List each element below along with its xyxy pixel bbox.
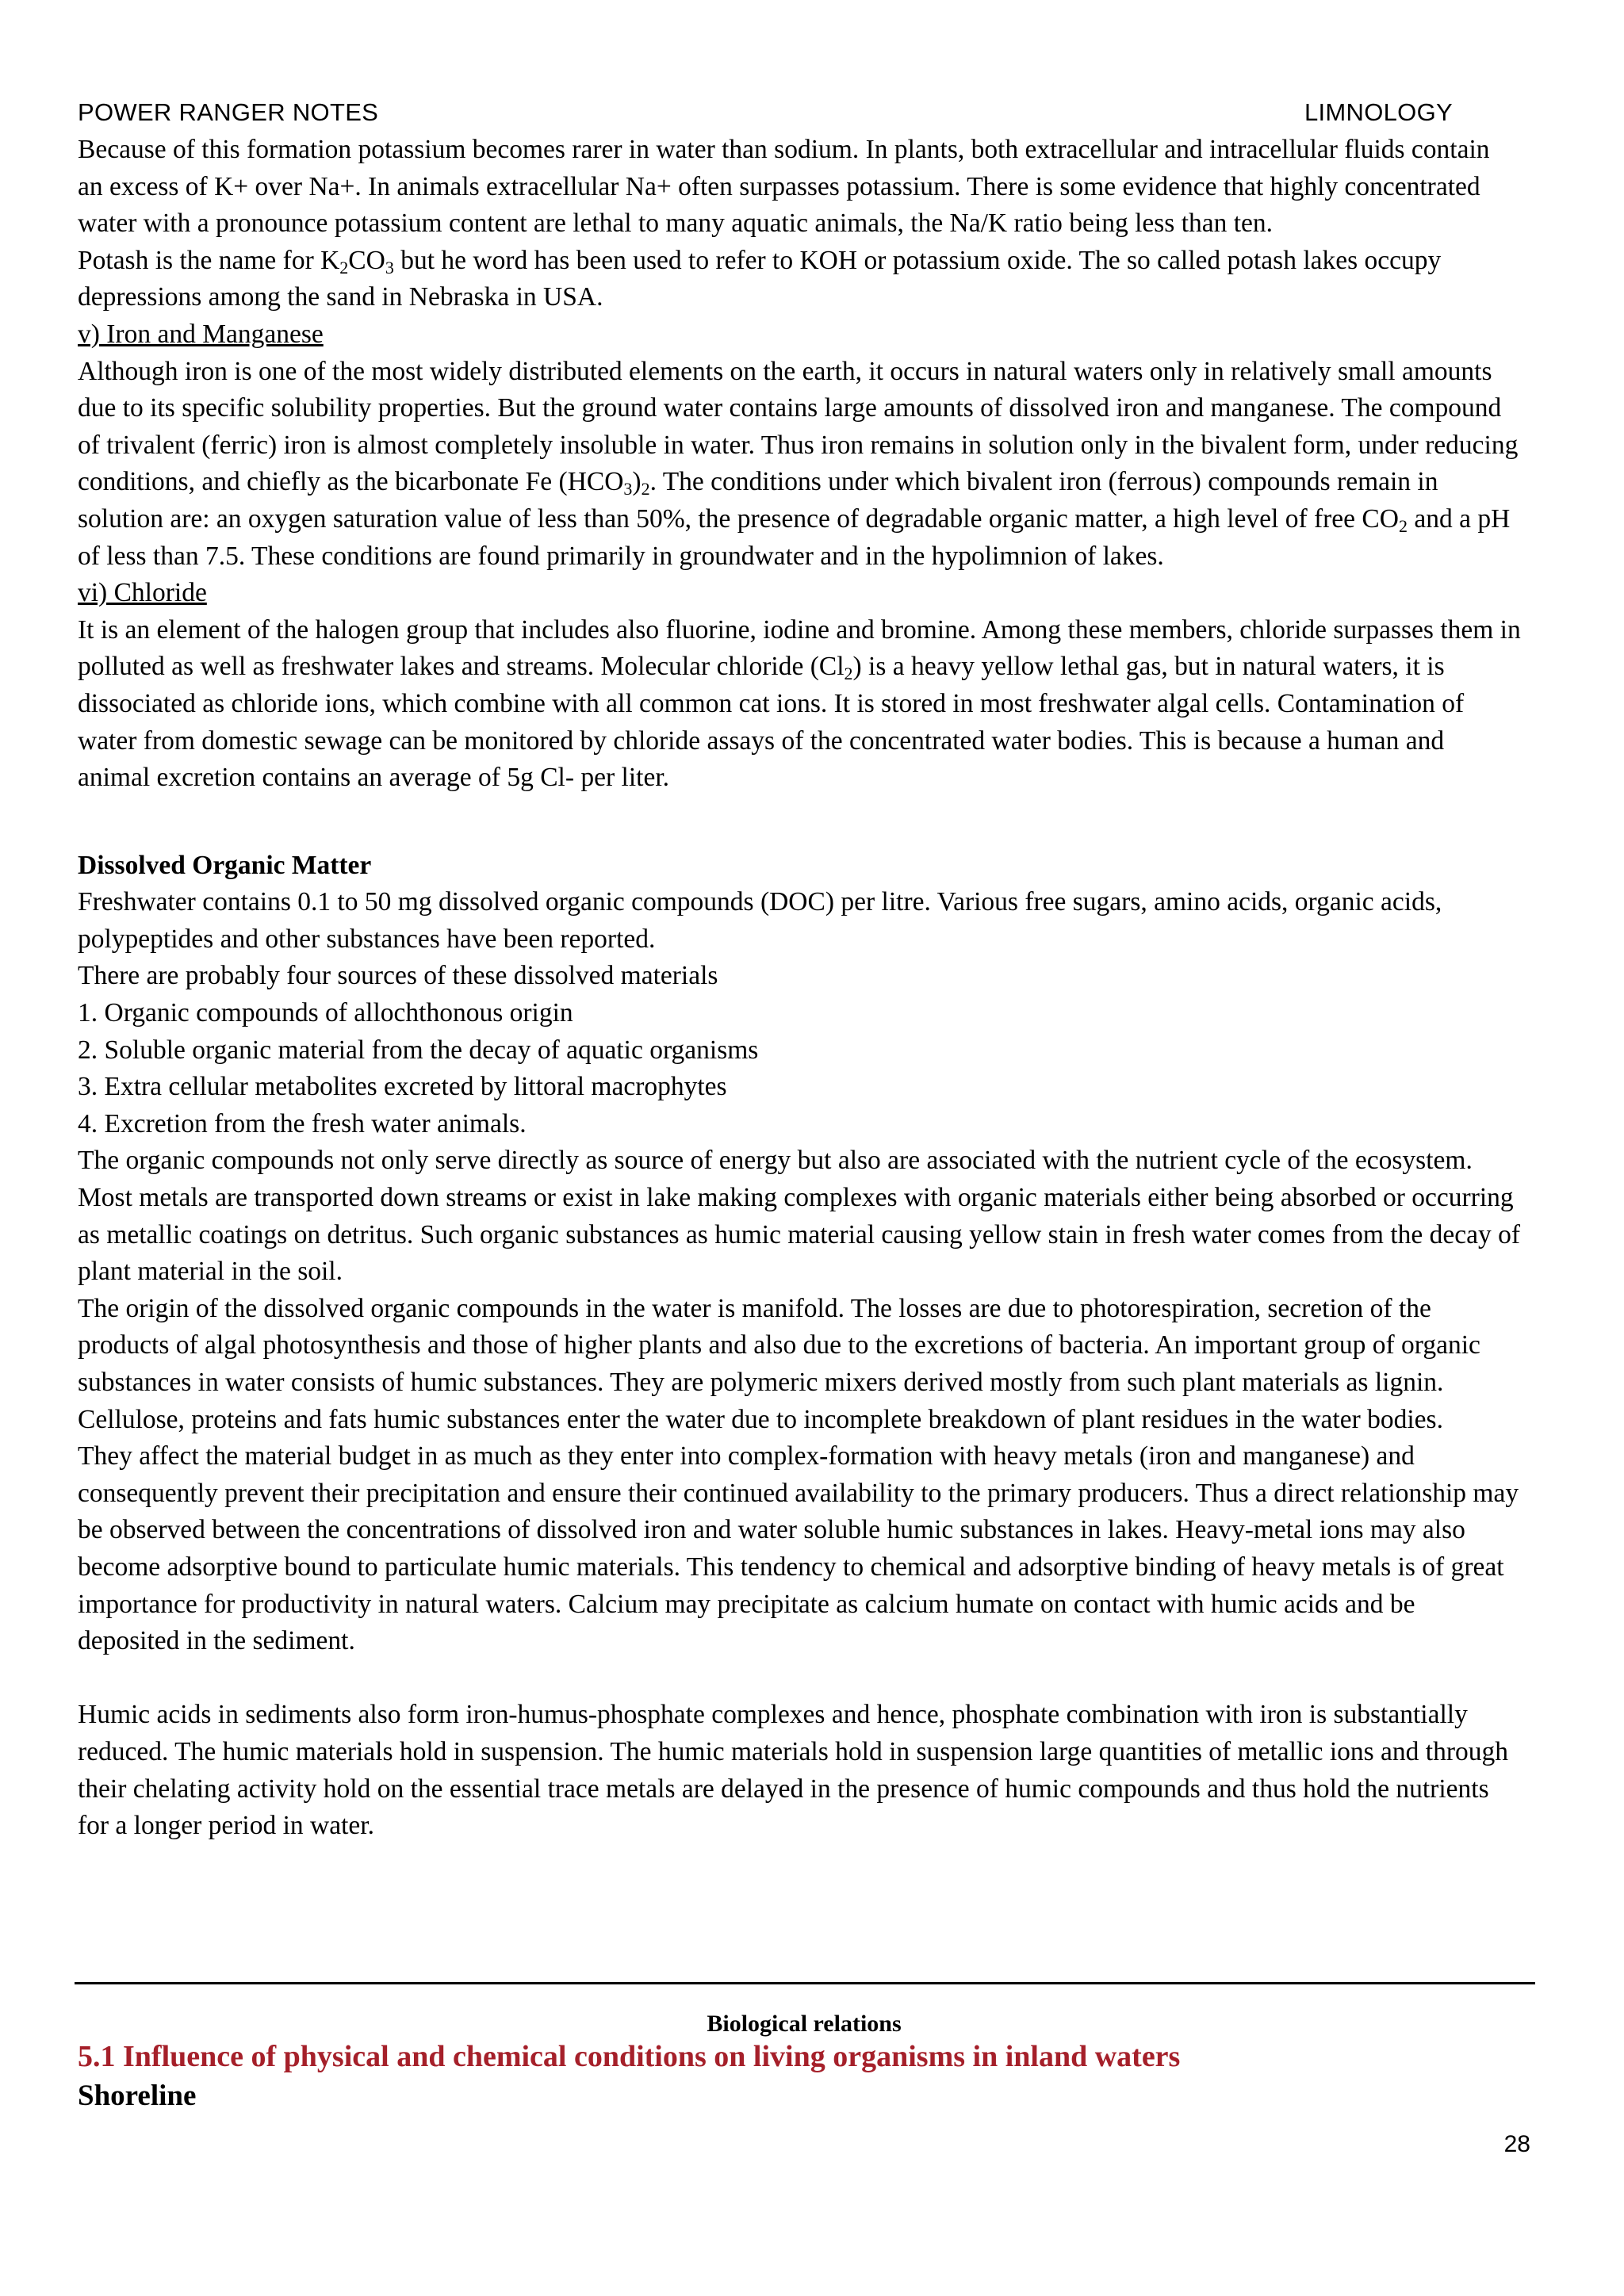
paragraph: There are probably four sources of these dissolved materials — [78, 961, 718, 991]
section-label: Biological relations — [707, 2011, 902, 2037]
paragraph: Freshwater contains 0.1 to 50 mg dissolved organic compounds (DOC) per litre. Various free sugars, amino acids, organic acids, polypeptides and other substances have been reported. — [78, 887, 1442, 954]
paragraph: It is an element of the halogen group that includes also fluorine, iodine and bromine. Among these members, chloride surpasses them in polluted as well as freshwater lakes and streams. Molecular chloride $(Cl_2)$ is a heavy yellow lethal gas, but in natural waters, it is dissociated as chloride ions, which combine with all common cat ions. It is stored in most freshwater algal cells. Contamination of water from domestic sewage can be monitored by chloride assays of the concentrated water bodies. This is because a human and animal excretion contains an average of 5g Cl- per liter. — [78, 614, 1521, 793]
paragraph: Potash is the name for $K_2CO_3$ but he word has been used to refer to KOH or potassium oxide. The so called potash lakes occupy depressions among the sand in Nebraska in USA. — [78, 245, 1442, 312]
section-title: 5.1 Influence of physical and chemical conditions on living organisms in inland waters — [78, 2040, 1181, 2073]
paragraph: Because of this formation potassium becomes rarer in water than sodium. In plants, both extracellular and intracellular fluids contain an excess of K+ over Na+. In animals extracellular Na+ often surpasses potassium. There is some evidence that highly concentrated water with a pronounce potassium content are lethal to many aquatic animals, the Na/K ratio being less than ten. — [78, 135, 1490, 239]
list-item: 2. Soluble organic material from the decay of aquatic organisms — [78, 1035, 759, 1065]
list-item: 3. Extra cellular metabolites excreted by littoral macrophytes — [78, 1072, 727, 1102]
list-item: 1. Organic compounds of allochthonous origin — [78, 998, 573, 1028]
subheading-chloride: vi) Chloride — [78, 578, 207, 608]
subheading-iron-manganese: v) Iron and Manganese — [78, 319, 324, 349]
body-content — [78, 132, 1521, 1845]
header-left: POWER RANGER NOTES — [78, 98, 379, 126]
heading-dissolved-organic-matter: Dissolved Organic Matter — [78, 850, 372, 880]
spacer — [78, 797, 1521, 848]
paragraph: They affect the material budget in as much as they enter into complex-formation with heavy metals (iron and manganese) and consequently prevent their precipitation and ensure their continued availability to the primary producers. Thus a direct relationship may be observed between the concentrations of dissolved iron and water soluble humic substances in lakes. Heavy-metal ions may also become adsorptive bound to particulate humic materials. This tendency to chemical and adsorptive binding of heavy metals is of great importance for productivity in natural waters. Calcium may precipitate as calcium humate on contact with humic acids and be deposited in the sediment. — [78, 1441, 1519, 1656]
paragraph: The organic compounds not only serve directly as source of energy but also are associated with the nutrient cycle of the ecosystem. Most metals are transported down streams or exist in lake making complexes with organic materials either being absorbed or occurring as metallic coatings on detritus. Such organic substances as humic material causing yellow stain in fresh water comes from the decay of plant material in the soil. — [78, 1146, 1521, 1287]
list-item: 4. Excretion from the fresh water animals. — [78, 1108, 527, 1138]
horizontal-rule — [75, 1982, 1535, 1984]
paragraph: Although iron is one of the most widely distributed elements on the earth, it occurs in natural waters only in relatively small amounts due to its specific solubility properties. But the ground water contains large amounts of dissolved iron and manganese. The compound of trivalent (ferric) iron is almost completely insoluble in water. Thus iron remains in solution only in the bivalent form, under reducing conditions, and chiefly as the bicarbonate Fe $(HCO_3)_2$. The conditions under which bivalent iron (ferrous) compounds remain in solution are: an oxygen saturation value of less than 50%, the presence of degradable organic matter, a high level of free $CO_2$ and a pH of less than 7.5. These conditions are found primarily in groundwater and in the hypolimnion of lakes. — [78, 356, 1519, 571]
paragraph: Humic acids in sediments also form iron-humus-phosphate complexes and hence, phosphate combination with iron is substantially reduced. The humic materials hold in suspension. The humic materials hold in suspension large quantities of metallic ions and through their chelating activity hold on the essential trace metals are delayed in the presence of humic compounds and thus hold the nutrients for a longer period in water. — [78, 1700, 1508, 1841]
spacer — [78, 1660, 1521, 1697]
page-number: 28 — [1503, 2131, 1530, 2157]
paragraph: The origin of the dissolved organic compounds in the water is manifold. The losses are due to photorespiration, secretion of the products of algal photosynthesis and those of higher plants and also due to the excretions of bacteria. An important group of organic substances in water consists of humic substances. They are polymeric mixers derived mostly from such plant materials as lignin. Cellulose, proteins and fats humic substances enter the water due to incomplete breakdown of plant residues in the water bodies. — [78, 1293, 1480, 1434]
header-right: LIMNOLOGY — [1304, 98, 1453, 126]
section-subtitle: Shoreline — [78, 2080, 197, 2112]
